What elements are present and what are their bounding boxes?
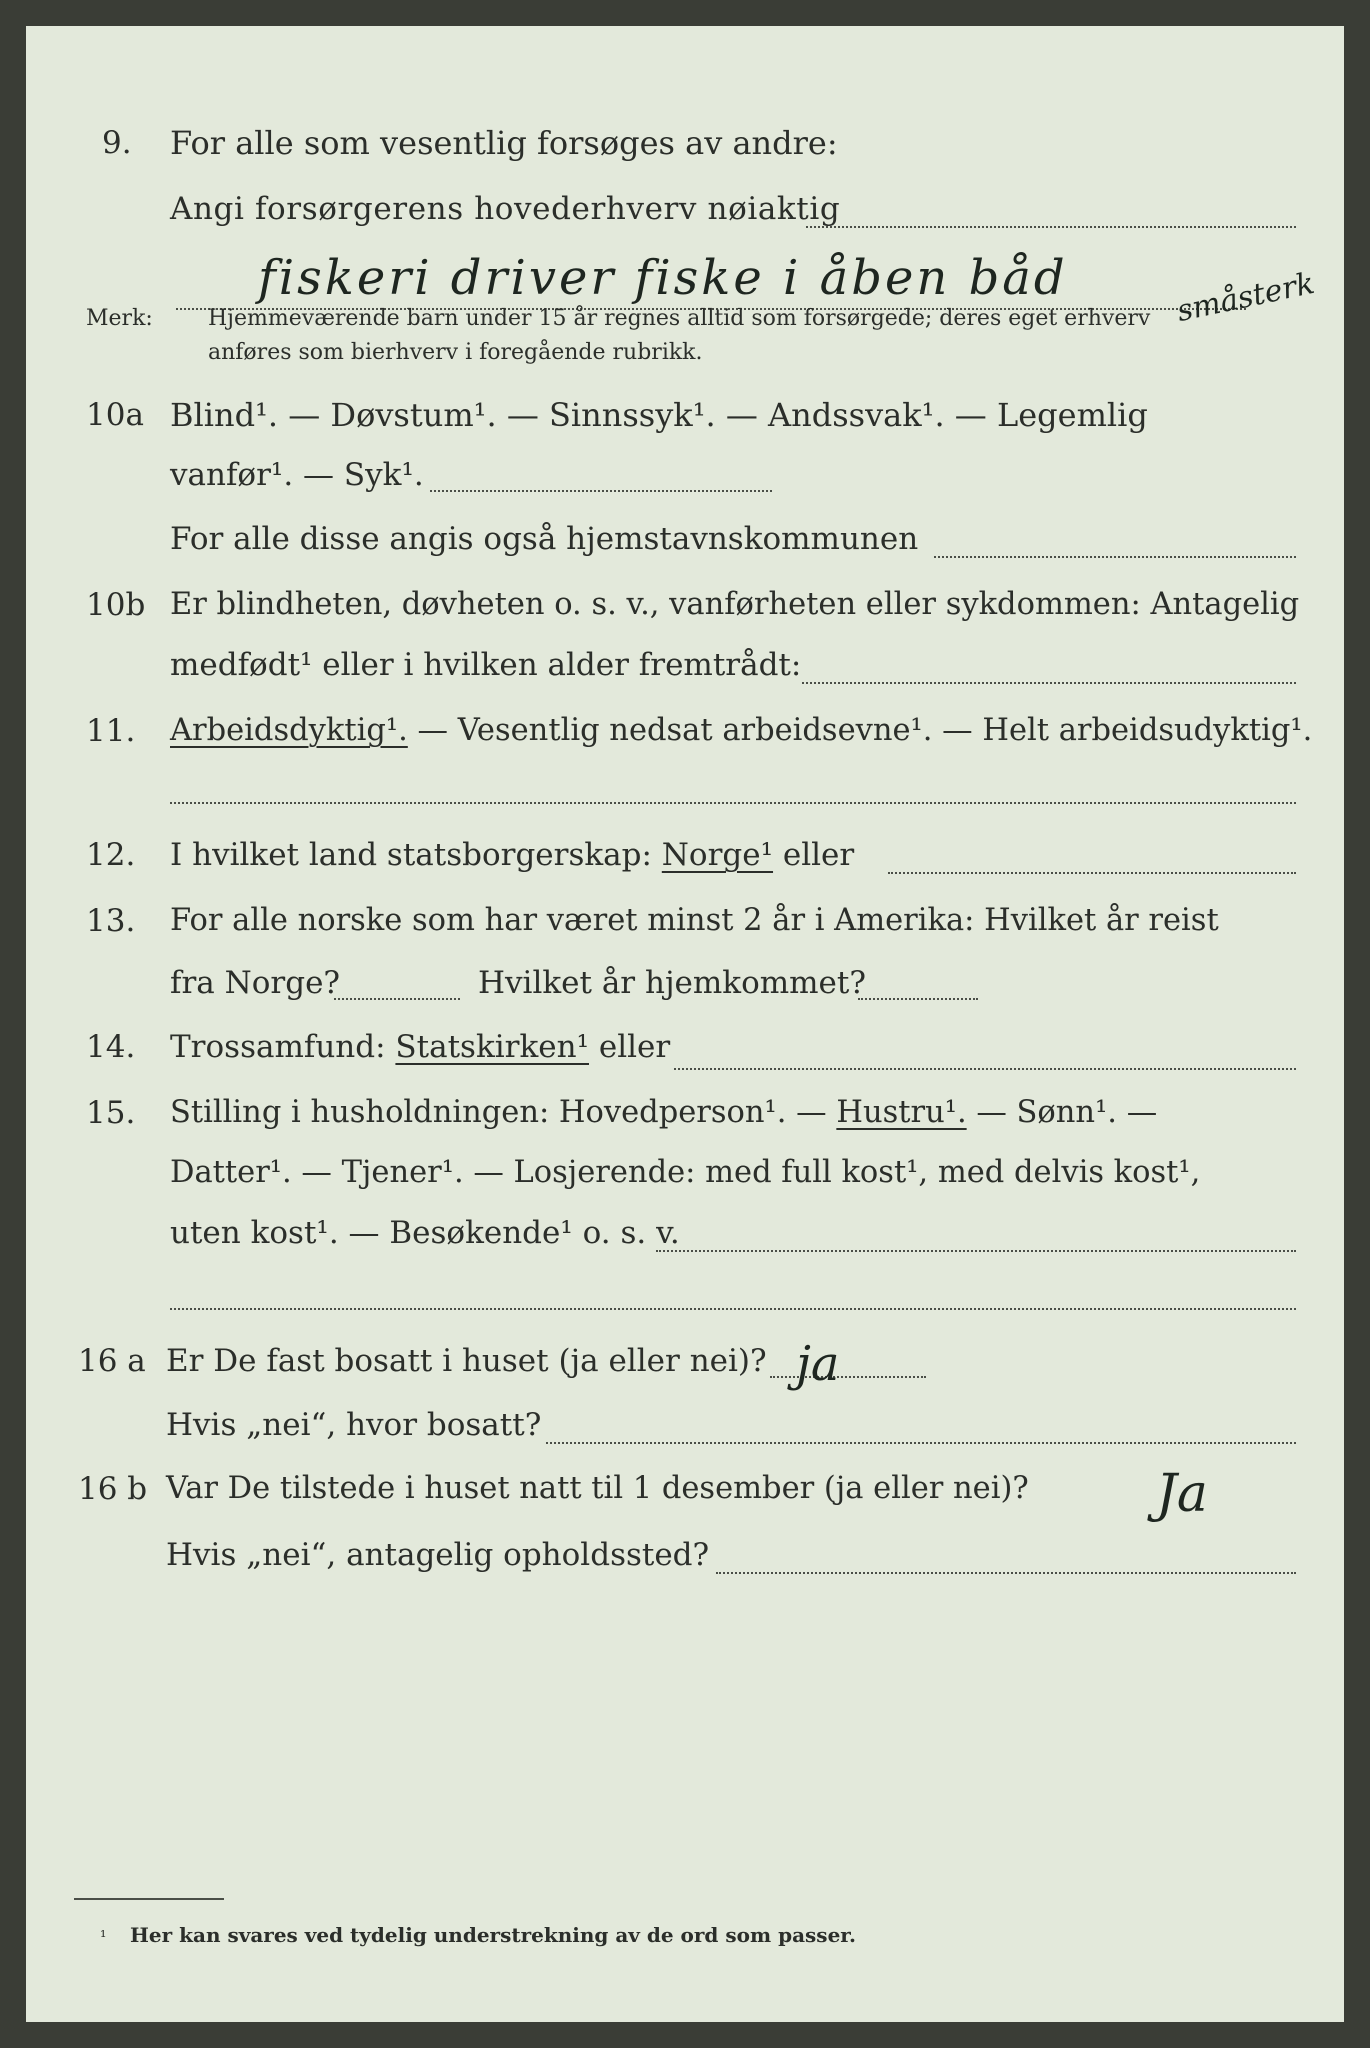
q16a-number: 16 a xyxy=(78,1343,146,1379)
q16a-followup: Hvis „nei“, hvor bosatt? xyxy=(166,1407,542,1443)
q10b-question: Er blindheten, døvheten o. s. v., vanførheten eller sykdommen: Antagelig xyxy=(170,587,1300,622)
q12-number: 12. xyxy=(86,837,136,873)
q15-options-a: Stilling i husholdningen: Hovedperson¹. — xyxy=(170,1095,827,1130)
q10a-options: Blind¹. — Døvstum¹. — Sinnssyk¹. — Andssvak¹. — Legemlig xyxy=(170,396,1148,434)
q16b-number: 16 b xyxy=(78,1471,148,1507)
q11-options xyxy=(170,712,1312,750)
q13-right-answer-line[interactable] xyxy=(858,998,978,1000)
q15-options-b: — Sønn¹. — xyxy=(966,1095,1158,1130)
q12-label: I hvilket land statsborgerskap: xyxy=(170,837,652,873)
q12-question xyxy=(170,836,854,874)
q16b-followup-line[interactable] xyxy=(716,1572,1296,1574)
q15-options-2: Datter¹. — Tjener¹. — Losjerende: med full kost¹, med delvis kost¹, xyxy=(170,1155,1201,1190)
q14-eller: eller xyxy=(589,1029,671,1065)
q12-selected-option[interactable]: Norge¹ xyxy=(661,837,774,873)
q9-handwritten-answer: fiskeri driver fiske i åben båd xyxy=(258,250,1068,306)
q15-options-3: uten kost¹. — Besøkende¹ o. s. v. xyxy=(170,1215,680,1251)
q13-right-label: Hvilket år hjemkommet? xyxy=(478,965,866,1001)
q10b-answer-line[interactable] xyxy=(802,682,1296,684)
q10a-answer-line[interactable] xyxy=(430,490,772,492)
q10b-number: 10b xyxy=(86,587,146,623)
q16a-followup-line[interactable] xyxy=(546,1442,1296,1444)
footnote-rule xyxy=(74,1898,224,1900)
q15-selected-option[interactable]: Hustru¹. xyxy=(836,1095,967,1130)
q14-question xyxy=(170,1028,670,1066)
q16a-handwritten-answer: ja xyxy=(796,1336,840,1392)
census-form-page xyxy=(26,26,1344,2022)
q10a-instruction: For alle disse angis også hjemstavnskommunen xyxy=(170,521,919,557)
q16a-question: Er De fast bosatt i huset (ja eller nei)? xyxy=(166,1343,767,1379)
q11-answer-line[interactable] xyxy=(170,802,1296,804)
q12-answer-line[interactable] xyxy=(888,872,1296,874)
q16a-answer-line[interactable] xyxy=(770,1376,926,1378)
q10b-question-2: medfødt¹ eller i hvilken alder fremtrådt: xyxy=(170,647,802,683)
q13-left-answer-line[interactable] xyxy=(334,998,460,1000)
q14-label: Trossamfund: xyxy=(170,1029,386,1065)
q14-answer-line[interactable] xyxy=(674,1068,1296,1070)
q13-number: 13. xyxy=(86,903,136,939)
merk-label: Merk: xyxy=(86,306,153,331)
footnote-text: Her kan svares ved tydelig understrekning av de ord som passer. xyxy=(130,1923,856,1947)
q12-eller: eller xyxy=(773,837,855,873)
merk-line-2: anføres som bierhverv i foregående rubrikk. xyxy=(208,340,703,365)
q10a-options-2: vanfør¹. — Syk¹. xyxy=(170,457,424,493)
merk-line-1: Hjemmeværende barn under 15 år regnes alltid som forsørgede; deres eget erhverv xyxy=(208,306,1151,331)
q14-selected-option[interactable]: Statskirken¹ xyxy=(395,1029,589,1065)
q16b-handwritten-answer: Ja xyxy=(1156,1464,1208,1524)
q13-left-label: fra Norge? xyxy=(170,965,341,1001)
q13-question: For alle norske som har været minst 2 år i Amerika: Hvilket år reist xyxy=(170,903,1219,938)
q15-answer-line[interactable] xyxy=(656,1250,1296,1252)
q11-other-options: — Vesentlig nedsat arbeidsevne¹. — Helt arbeidsudyktig¹. xyxy=(407,713,1313,748)
q10a-hometown-line[interactable] xyxy=(934,556,1296,558)
footnote-mark: ¹ xyxy=(100,1927,107,1946)
q9-handwritten-extra: småsterk xyxy=(1173,265,1318,330)
q9-instruction: Angi forsørgerens hovederhverv nøiaktig xyxy=(170,191,841,227)
q11-selected-option[interactable]: Arbeidsdyktig¹. xyxy=(170,713,408,748)
q14-number: 14. xyxy=(86,1029,136,1065)
q16b-question: Var De tilstede i huset natt til 1 desember (ja eller nei)? xyxy=(166,1471,1029,1506)
q9-question: For alle som vesentlig forsøges av andre: xyxy=(170,124,838,162)
q10a-number: 10a xyxy=(86,397,144,433)
q15-question xyxy=(170,1094,1157,1132)
q15-number: 15. xyxy=(86,1095,136,1131)
q15-answer-line-2[interactable] xyxy=(170,1308,1296,1310)
q9-answer-line-1[interactable] xyxy=(806,226,1296,228)
q9-number: 9. xyxy=(102,125,132,161)
q16b-followup: Hvis „nei“, antagelig opholdssted? xyxy=(166,1537,710,1573)
q11-number: 11. xyxy=(86,713,136,749)
